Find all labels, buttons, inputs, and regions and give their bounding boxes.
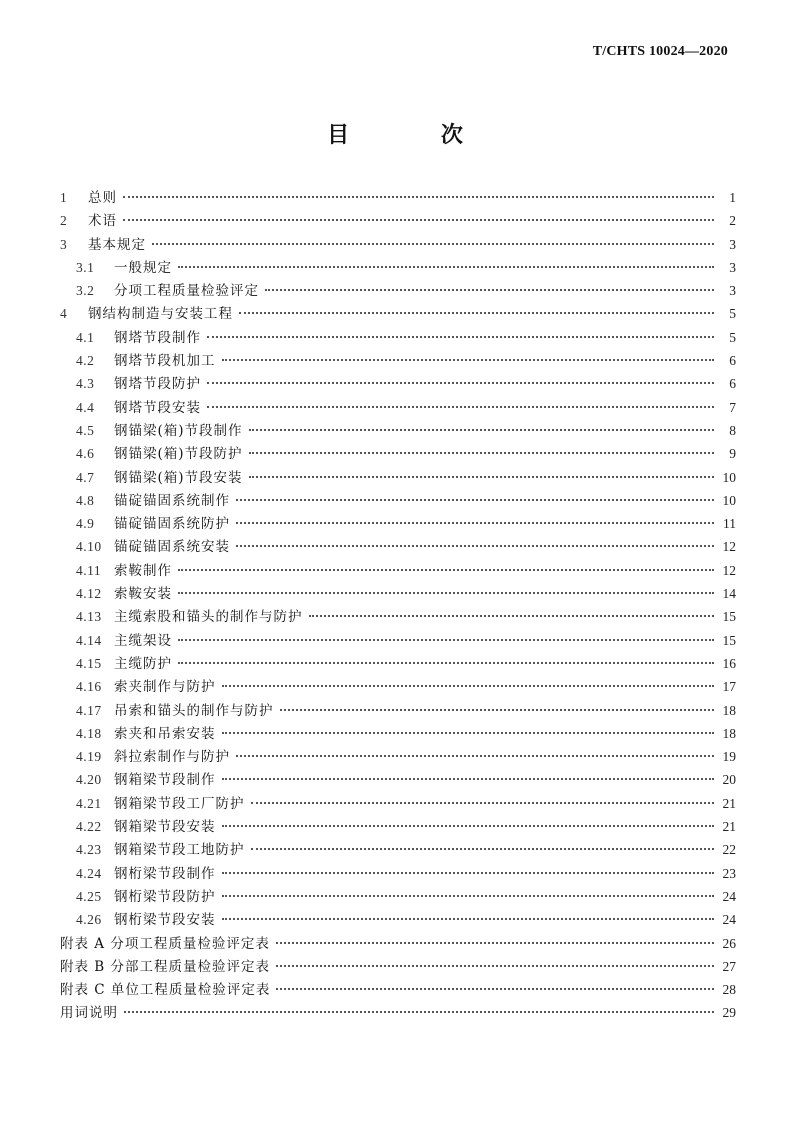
dot-leader [152,243,714,245]
toc-entry-title: 钢箱梁节段制作 [114,772,216,789]
toc-entry-number: 4.20 [76,772,102,788]
toc-entry[interactable] [60,302,736,325]
toc-entry[interactable] [60,652,736,675]
toc-entry-title: 附表 C 单位工程质量检验评定表 [60,982,271,999]
dot-leader [178,592,714,594]
dot-leader [249,429,714,431]
toc-entry-page: 3 [729,283,736,299]
toc-entry-title: 索夹和吊索安装 [114,725,216,742]
toc-entry[interactable] [60,675,736,698]
dot-leader [222,685,715,687]
toc-entry-page: 18 [722,725,736,741]
toc-entry[interactable] [60,535,736,558]
toc-entry-title: 钢塔节段安装 [114,399,201,416]
dot-leader [123,219,714,221]
dot-leader [123,196,714,198]
toc-entry-title: 主缆架设 [114,632,172,649]
toc-entry-title: 一般规定 [114,259,172,276]
toc-entry-page: 6 [729,353,736,369]
toc-entry-title: 钢锚梁(箱)节段制作 [114,422,243,439]
toc-entry[interactable] [60,792,736,815]
toc-entry[interactable] [60,885,736,908]
toc-entry-page: 12 [722,562,736,578]
toc-entry[interactable] [60,745,736,768]
toc-entry-number: 4.19 [76,749,102,765]
toc-entry-number: 4.17 [76,702,102,718]
toc-entry-title: 钢桁梁节段制作 [114,865,216,882]
toc-entry[interactable] [60,932,736,955]
toc-entry-page: 10 [722,469,736,485]
dot-leader [222,872,715,874]
dot-leader [222,359,715,361]
toc-entry-page: 2 [729,213,736,229]
toc-entry-page: 17 [722,679,736,695]
toc-entry-number: 4.9 [76,516,95,532]
dot-leader [207,336,714,338]
dot-leader [265,289,714,291]
toc-entry[interactable] [60,279,736,302]
dot-leader [249,476,714,478]
toc-entry-title: 基本规定 [88,236,146,253]
dot-leader [276,965,714,967]
toc-entry-page: 29 [722,1005,736,1021]
toc-entry[interactable] [60,629,736,652]
dot-leader [249,452,714,454]
dot-leader [178,266,714,268]
dot-leader [236,522,714,524]
dot-leader [236,755,714,757]
dot-leader [239,312,714,314]
toc-entry-number: 4.15 [76,655,102,671]
dot-leader [276,942,714,944]
toc-entry-page: 27 [722,958,736,974]
toc-entry-number: 4.2 [76,353,95,369]
toc-entry-title: 钢桁梁节段防护 [114,888,216,905]
toc-entry[interactable] [60,955,736,978]
toc-entry-page: 14 [722,586,736,602]
toc-entry-number: 4.11 [76,562,102,578]
toc-entry-title: 钢塔节段机加工 [114,353,216,370]
toc-entry-title: 钢箱梁节段安装 [114,819,216,836]
dot-leader [251,802,715,804]
toc-entry-page: 15 [722,632,736,648]
toc-entry[interactable] [60,978,736,1001]
toc-entry-title: 锚碇锚固系统安装 [114,539,230,556]
toc-entry-number: 1 [60,190,68,205]
toc-entry[interactable] [60,233,736,256]
toc-entry[interactable] [60,349,736,372]
toc-entry-page: 3 [729,236,736,252]
toc-entry[interactable] [60,489,736,512]
dot-leader [251,848,715,850]
toc-entry-number: 3.1 [76,259,95,275]
toc-entry-title: 术语 [88,213,117,230]
toc-entry-page: 26 [722,935,736,951]
dot-leader [236,499,714,501]
toc-entry-title: 索夹制作与防护 [114,679,216,696]
toc-entry-title: 钢结构制造与安装工程 [88,306,233,323]
toc-entry[interactable] [60,442,736,465]
toc-entry-page: 19 [722,749,736,765]
toc-entry[interactable] [60,466,736,489]
toc-entry-number: 4.4 [76,399,95,415]
dot-leader [178,662,714,664]
toc-entry-number: 3 [60,236,68,252]
toc-entry-number: 4.12 [76,586,102,602]
dot-leader [178,569,714,571]
toc-entry-title: 分项工程质量检验评定 [114,283,259,300]
toc-entry-title: 钢锚梁(箱)节段安装 [114,469,243,486]
toc-entry[interactable] [60,582,736,605]
toc-entry-number: 4.18 [76,725,102,741]
toc-entry[interactable] [60,512,736,535]
toc-entry-number: 4.10 [76,539,102,555]
toc-entry-number: 4.3 [76,376,95,392]
dot-leader [222,778,715,780]
toc-entry-title: 钢锚梁(箱)节段防护 [114,446,243,463]
toc-entry-page: 24 [722,912,736,928]
toc-entry[interactable] [60,815,736,838]
toc-entry[interactable] [60,559,736,582]
dot-leader [207,382,714,384]
toc-entry-page: 15 [722,609,736,625]
toc-entry-title: 总则 [88,190,117,206]
table-of-contents [60,186,736,1025]
toc-entry-page: 10 [722,492,736,508]
toc-entry[interactable] [60,768,736,791]
toc-entry-number: 4.24 [76,865,102,881]
toc-entry[interactable] [60,699,736,722]
toc-entry[interactable] [60,605,736,628]
dot-leader [222,732,715,734]
toc-entry-title: 钢箱梁节段工地防护 [114,842,245,859]
toc-entry[interactable] [60,209,736,232]
toc-entry-page: 23 [722,865,736,881]
toc-entry-title: 索鞍安装 [114,586,172,603]
toc-entry-page: 6 [729,376,736,392]
toc-entry-title: 用词说明 [60,1005,118,1022]
dot-leader [207,406,714,408]
toc-entry-number: 4 [60,306,68,322]
dot-leader [236,545,714,547]
toc-entry-title: 钢塔节段制作 [114,329,201,346]
toc-entry-title: 钢桁梁节段安装 [114,912,216,929]
toc-entry-page: 11 [723,516,736,532]
toc-entry-number: 4.13 [76,609,102,625]
page-title: 目 次 [327,122,505,148]
toc-entry-title: 附表 B 分部工程质量检验评定表 [60,958,271,975]
toc-entry[interactable] [60,722,736,745]
toc-entry-page: 8 [729,422,736,438]
toc-entry-number: 4.5 [76,422,95,438]
toc-entry[interactable] [60,396,736,419]
toc-entry-page: 7 [729,399,736,415]
toc-entry-title: 钢箱梁节段工厂防护 [114,795,245,812]
toc-entry-title: 钢塔节段防护 [114,376,201,393]
toc-entry-page: 18 [722,702,736,718]
toc-entry-number: 3.2 [76,283,95,299]
toc-entry-page: 22 [722,842,736,858]
toc-entry-page: 24 [722,888,736,904]
dot-leader [309,615,715,617]
toc-entry-title: 主缆防护 [114,655,172,672]
toc-entry-number: 4.23 [76,842,102,858]
toc-entry-page: 21 [722,819,736,835]
toc-entry-page: 5 [729,306,736,322]
toc-entry-number: 4.22 [76,819,102,835]
toc-entry-title: 索鞍制作 [114,562,172,579]
toc-entry[interactable] [60,256,736,279]
toc-entry[interactable] [60,908,736,931]
toc-entry[interactable] [60,419,736,442]
toc-entry-page: 20 [722,772,736,788]
dot-leader [222,825,715,827]
toc-entry[interactable] [60,186,736,209]
toc-entry-page: 5 [729,329,736,345]
toc-entry-title: 附表 A 分项工程质量检验评定表 [60,935,270,952]
toc-entry-number: 4.6 [76,446,95,462]
toc-entry-title: 吊索和锚头的制作与防护 [114,702,274,719]
toc-entry-title: 锚碇锚固系统防护 [114,516,230,533]
toc-entry-number: 4.14 [76,632,102,648]
toc-entry-number: 4.7 [76,469,95,485]
toc-entry-page: 3 [729,259,736,275]
toc-entry-number: 4.8 [76,492,95,508]
toc-entry-title: 主缆索股和锚头的制作与防护 [114,609,303,626]
toc-entry-number: 4.25 [76,888,102,904]
document-code: T/CHTS 10024—2020 [592,44,728,59]
toc-entry-number: 4.21 [76,795,102,811]
dot-leader [222,895,715,897]
dot-leader [178,639,714,641]
toc-entry-page: 28 [722,982,736,998]
toc-entry-number: 2 [60,213,68,229]
toc-entry-number: 4.26 [76,912,102,928]
toc-entry-page: 1 [729,190,736,205]
toc-entry[interactable] [60,838,736,861]
toc-entry[interactable] [60,372,736,395]
toc-entry[interactable] [60,326,736,349]
dot-leader [222,918,715,920]
toc-entry-number: 4.16 [76,679,102,695]
dot-leader [280,709,715,711]
dot-leader [124,1011,714,1013]
toc-entry-title: 锚碇锚固系统制作 [114,492,230,509]
toc-entry-title: 斜拉索制作与防护 [114,749,230,766]
toc-entry[interactable] [60,1001,736,1024]
toc-entry-page: 12 [722,539,736,555]
toc-entry-page: 16 [722,655,736,671]
toc-entry-number: 4.1 [76,329,95,345]
toc-entry-page: 9 [729,446,736,462]
toc-entry-page: 21 [722,795,736,811]
dot-leader [276,988,714,990]
toc-entry[interactable] [60,862,736,885]
